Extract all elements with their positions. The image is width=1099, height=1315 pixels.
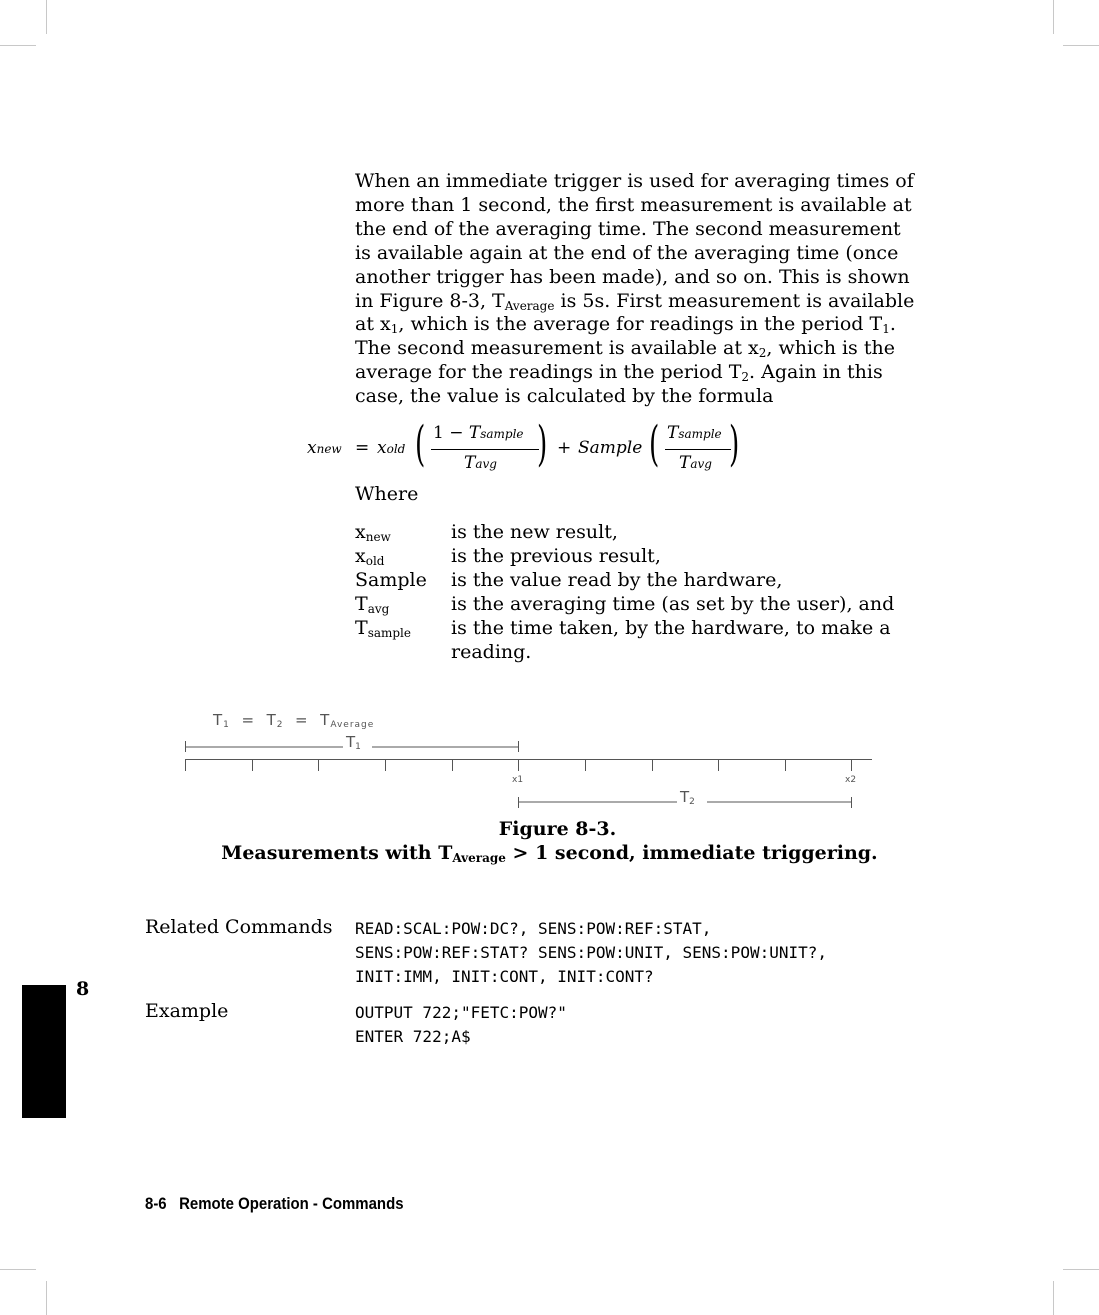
example-label: Example: [145, 1000, 229, 1022]
x1-marker-label: x1: [512, 775, 524, 785]
crop-mark-tr-v: [1053, 0, 1054, 34]
command-line: READ:SCAL:POW:DC?, SENS:POW:REF:STAT,: [355, 919, 712, 938]
definition-row: $x_{new}$ is the new result,: [355, 521, 618, 544]
chapter-number: 8: [76, 978, 90, 1000]
crop-mark-br-h: [1063, 1269, 1099, 1270]
command-line: SENS:POW:REF:STAT? SENS:POW:UNIT, SENS:POW:UNIT?,: [355, 943, 828, 962]
figure-caption: Measurements with $T_{Average} > 1$ second, immediate triggering.: [221, 842, 878, 865]
crop-mark-bl-h: [0, 1269, 36, 1270]
crop-mark-tl-h: [0, 45, 36, 46]
crop-mark-tr-h: [1063, 45, 1099, 46]
intro-paragraph: When an immediate trigger is used for averaging times of more than 1 second, the first measurement is available at the end of the averaging time. The second measurement is available again at the end of the averaging time (once another trigger has been made), and so on. This is shown in Figure 8-3, $T_{Average}$ is 5s. First measurement is available at $x_1$, which is the average for readings in the period $T_1$. The second measurement is available at $x_2$, which is the average for the readings in the period $T_2$. Again in this case, the value is calculated by the formula: [355, 170, 915, 408]
averaging-formula: xnew = xold ( 1 − Tsample Tavg ) + Sample ( Tsample Tavg ): [307, 416, 740, 473]
figure-number: Figure 8-3.: [498, 818, 617, 840]
code-line: OUTPUT 722;"FETC:POW?": [355, 1003, 567, 1022]
timeline-header: T1 = T2 = TAverage: [213, 711, 375, 730]
definition-row: $x_{old}$ is the previous result,: [355, 545, 661, 568]
page-number: 8-6: [145, 1194, 167, 1213]
page-footer: [145, 1194, 404, 1214]
x2-marker-label: x2: [845, 775, 857, 785]
crop-mark-tl-v: [46, 0, 47, 34]
code-line: ENTER 722;A$: [355, 1027, 471, 1046]
definition-row: $T_{avg}$ is the averaging time (as set by the user), and: [355, 593, 895, 616]
definition-row: Sample is the value read by the hardware,: [355, 569, 783, 591]
example-code: [355, 1001, 567, 1049]
where-label: Where: [355, 483, 419, 505]
t1-label: T1: [346, 733, 361, 752]
chapter-tab: [22, 985, 66, 1118]
crop-mark-bl-v: [46, 1281, 47, 1315]
crop-mark-br-v: [1053, 1281, 1054, 1315]
definition-list: [355, 520, 915, 664]
definition-row: $T_{sample}$ is the time taken, by the hardware, to make a reading.: [355, 617, 891, 663]
command-line: INIT:IMM, INIT:CONT, INIT:CONT?: [355, 967, 654, 986]
related-commands-label: Related Commands: [145, 916, 333, 938]
t2-label: T2: [680, 788, 695, 807]
section-title: Remote Operation - Commands: [179, 1194, 404, 1213]
related-commands-list: [355, 917, 827, 989]
